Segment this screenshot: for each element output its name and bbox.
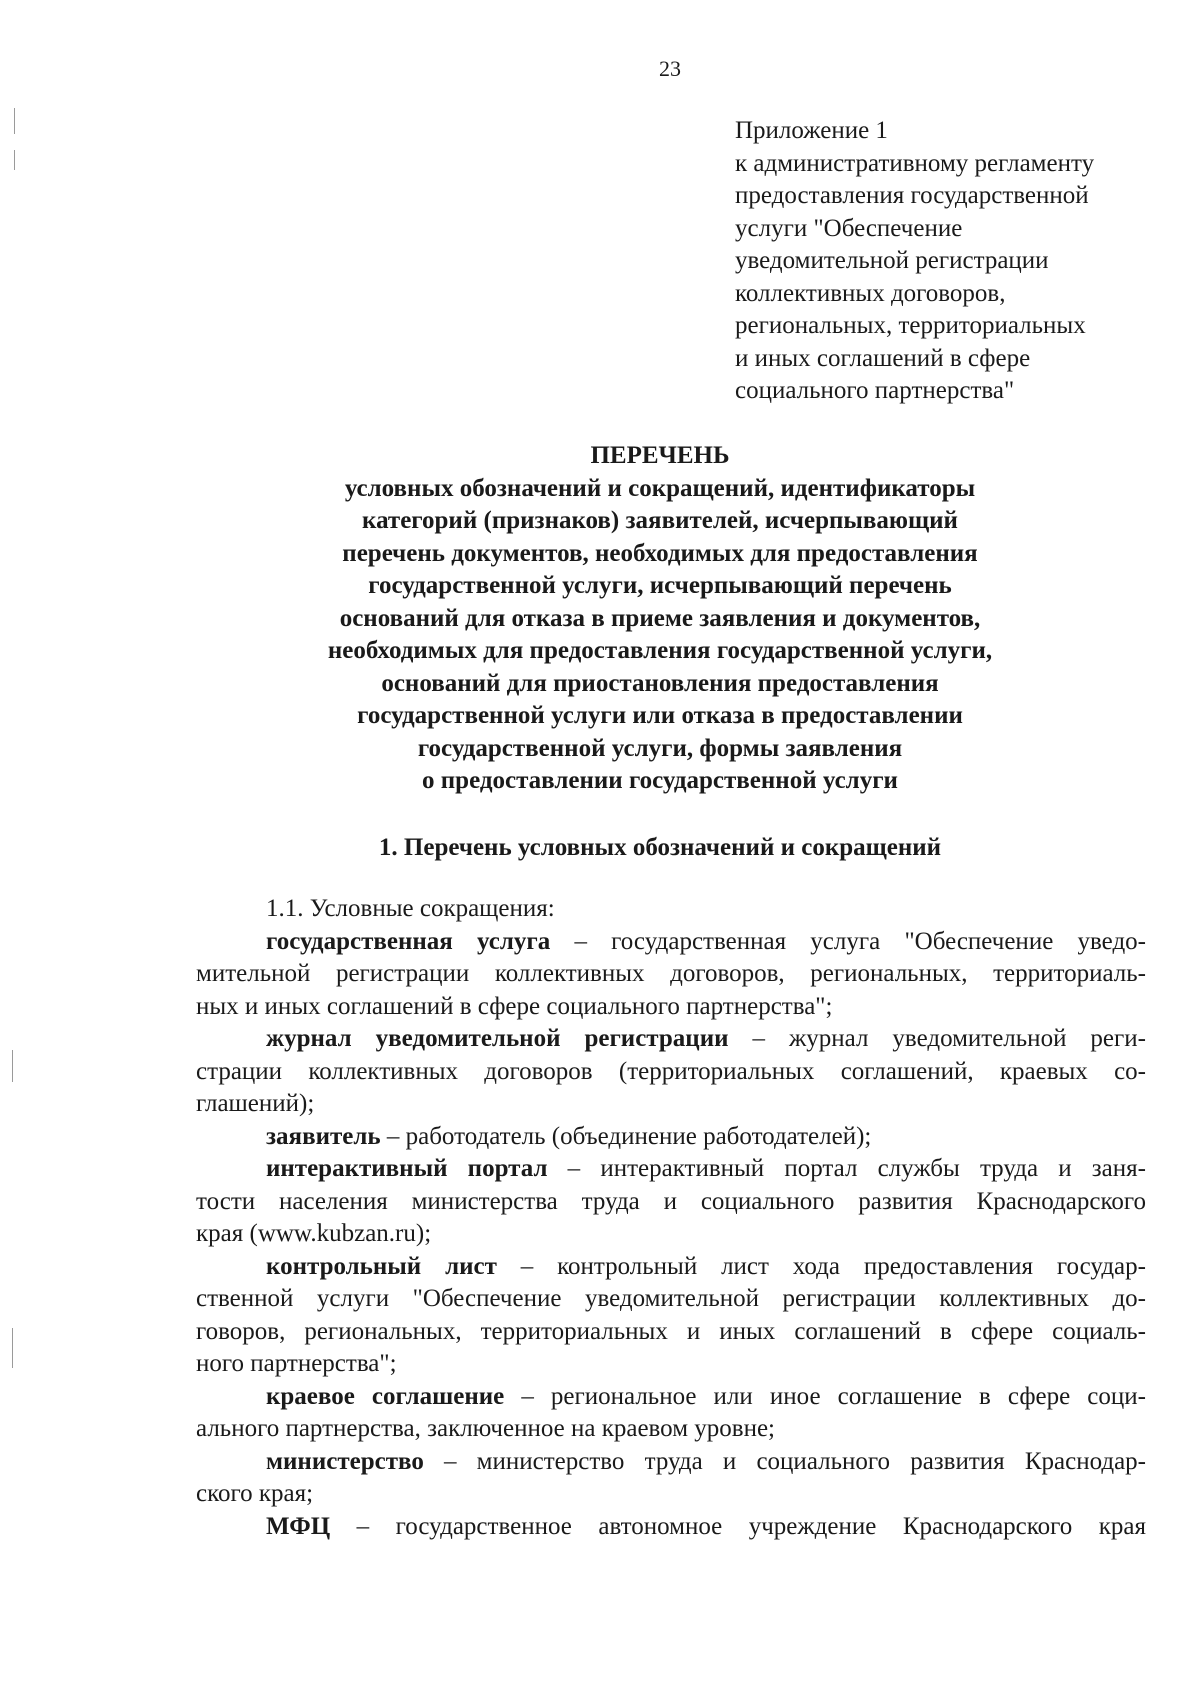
definition-term: МФЦ [266,1512,331,1540]
definition-text: – работодатель (объединение работодателей); [380,1122,872,1150]
title-line: о предоставлении государственной услуги [422,767,898,794]
definition-text: – интерактивный портал службы труда и заня- [547,1155,1146,1182]
definition-text: – журнал уведомительной реги- [728,1025,1146,1052]
appendix-line: предоставления государственной [735,182,1089,209]
definition-text: – министерство труда и социального развития Краснодар- [423,1447,1146,1475]
definition-term: краевое соглашение [266,1382,505,1410]
definition-line: края (www.kubzan.ru); [196,1220,432,1247]
definition-line [196,926,1146,959]
definition-text: – региональное или иное соглашение в сфере соци- [504,1382,1146,1410]
appendix-line: Приложение 1 [735,117,888,144]
scan-margin-mark [14,150,15,170]
title-line: перечень документов, необходимых для предоставления [342,539,978,567]
definition-text: – государственная услуга "Обеспечение уведо- [550,927,1146,955]
definition-line [196,1121,1146,1154]
definition-text: – контрольный лист хода предоставления государ- [496,1252,1146,1280]
definition-term: контрольный лист [266,1252,497,1280]
definition-line [196,1023,1146,1056]
title-line: оснований для приостановления предоставления [381,669,939,697]
page-number: 23 [659,56,681,81]
definition-line [196,1381,1146,1414]
definition-term: журнал уведомительной регистрации [266,1025,729,1052]
definition-line [196,1511,1146,1544]
title-line: государственной услуги, формы заявления [417,734,903,762]
document-title [180,440,1140,798]
definition-line: тости населения министерства труда и социального развития Краснодарского [196,1187,1146,1215]
definition-term: заявитель [266,1122,381,1150]
appendix-line: и иных соглашений в сфере [735,344,1031,372]
definition-line: ных и иных соглашений в сфере социального партнерства"; [196,992,833,1020]
title-line: государственной услуги или отказа в предоставлении [357,702,963,729]
definition-term: интерактивный портал [266,1155,548,1182]
title-main: ПЕРЕЧЕНЬ [590,442,730,469]
appendix-line: к административному регламенту [735,149,1095,177]
appendix-line: социального партнерства" [735,377,1015,404]
appendix-line: региональных, территориальных [735,312,1086,339]
title-line: государственной услуги, исчерпывающий перечень [368,572,952,599]
definition-term: государственная услуга [266,927,551,955]
title-line: оснований для отказа в приеме заявления и документов, [339,604,981,632]
appendix-line: услуги "Обеспечение [735,214,963,242]
scan-margin-mark [12,1328,13,1368]
scan-margin-mark [14,108,15,134]
definition-line [196,1446,1146,1479]
appendix-note [735,115,1155,408]
appendix-line: уведомительной регистрации [735,247,1049,274]
scan-margin-mark [12,1050,13,1082]
title-line: необходимых для предоставления государственной услуги, [327,637,993,664]
definition-term: министерство [266,1447,424,1475]
definition-line: ского края; [196,1480,314,1507]
section-subheading: 1.1. Условные сокращения: [266,895,555,922]
definitions-body [196,893,1146,1543]
definition-line: страции коллективных договоров (территориальных соглашений, краевых со- [196,1057,1146,1085]
definition-line: ственной услуги "Обеспечение уведомительной регистрации коллективных до- [196,1285,1146,1312]
definition-line: мительной регистрации коллективных договоров, региональных, территориаль- [196,960,1146,987]
definition-line: ного партнерства"; [196,1350,397,1377]
definition-line [196,1153,1146,1186]
definition-line: говоров, региональных, территориальных и иных соглашений в сфере социаль- [196,1317,1146,1345]
appendix-line: коллективных договоров, [735,279,1006,307]
section-heading: 1. Перечень условных обозначений и сокращений [378,834,942,861]
definition-line: глашений); [196,1090,315,1117]
title-line: категорий (признаков) заявителей, исчерпывающий [362,507,958,534]
definition-line: ального партнерства, заключенное на краевом уровне; [196,1415,776,1442]
title-line: условных обозначений и сокращений, идентификаторы [344,474,976,502]
definition-text: – государственное автономное учреждение Краснодарского края [330,1512,1146,1540]
definition-line [196,1251,1146,1284]
